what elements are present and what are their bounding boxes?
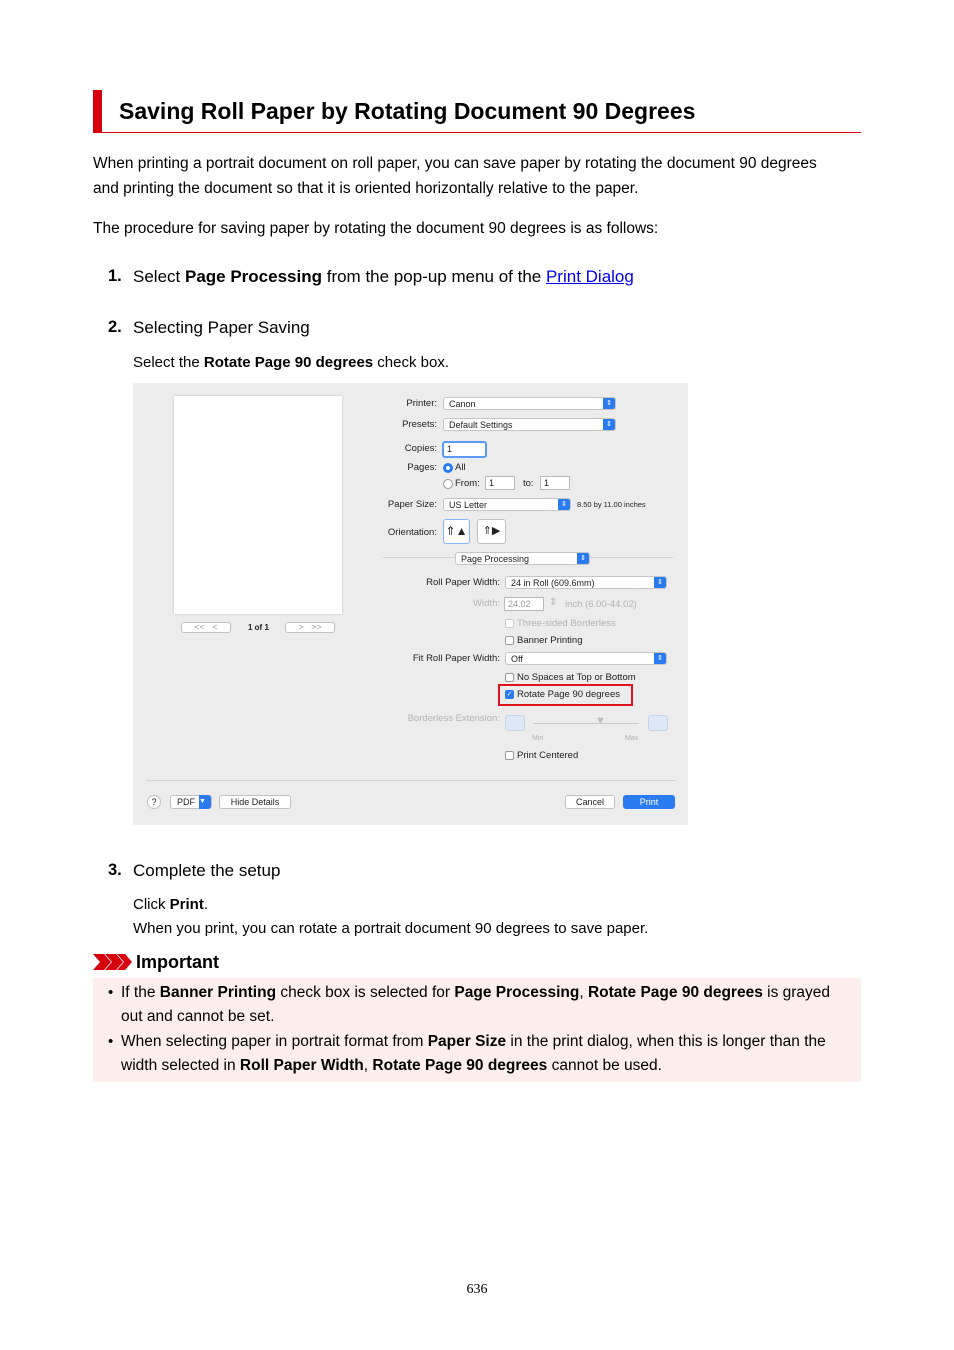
fit-roll-label: Fit Roll Paper Width: <box>412 653 500 664</box>
pages-all-radio[interactable] <box>443 463 453 473</box>
intro-line-1: When printing a portrait document on roll paper, you can save paper by rotating the document 90 degrees <box>93 155 817 172</box>
step-3-text: Complete the setup <box>133 861 281 880</box>
imp2-post1: in the print dialog, when this is longer than the <box>506 1033 826 1050</box>
paper-size-dims: 8.50 by 11.00 inches <box>577 500 646 509</box>
title-underline <box>93 132 861 133</box>
borderless-label: Borderless Extension: <box>407 713 500 724</box>
step-3-sub-bold: Print <box>169 896 204 913</box>
imp1-line2: out and cannot be set. <box>121 1008 275 1025</box>
panel-select[interactable] <box>455 552 590 565</box>
rotate-checkbox[interactable]: ✓ <box>506 691 513 698</box>
nav-last-icon: >> <box>311 622 322 632</box>
slider-max-label: Max <box>625 735 639 742</box>
nav-prev-icon: < <box>212 622 218 632</box>
imp1-pre: If the <box>121 984 160 1001</box>
page-counter: 1 of 1 <box>248 623 269 632</box>
step-3-number: 3. <box>108 861 122 879</box>
three-sided-label: Three-sided Borderless <box>517 618 616 629</box>
presets-label: Presets: <box>402 419 437 430</box>
imp1-post: is grayed <box>762 984 831 1001</box>
footer-divider <box>146 780 676 781</box>
orientation-label: Orientation: <box>387 527 437 538</box>
presets-value: Default Settings <box>449 420 513 430</box>
pages-all-label: All <box>455 462 466 473</box>
pages-label: Pages: <box>407 462 437 473</box>
width-label: Width: <box>473 598 500 609</box>
intro-line-2: and printing the document so that it is oriented horizontally relative to the paper. <box>93 180 639 197</box>
bullet-2: • <box>108 1033 114 1050</box>
step-1-bold: Page Processing <box>184 267 322 286</box>
step-3-result: When you print, you can rotate a portrait document 90 degrees to save paper. <box>133 920 649 937</box>
step-2-text: Selecting Paper Saving <box>133 318 310 337</box>
print-centered-checkbox[interactable] <box>505 751 514 760</box>
imp2-pre: When selecting paper in portrait format from <box>121 1033 428 1050</box>
chevron-updown-icon: ⇕ <box>654 576 666 589</box>
pdf-button[interactable] <box>170 795 212 809</box>
step-2-sub-pre: Select the <box>133 354 204 371</box>
chevron-updown-icon: ⇕ <box>558 498 570 511</box>
panel-value: Page Processing <box>461 554 530 564</box>
important-item-2 <box>121 1030 857 1078</box>
person-large-icon <box>648 715 668 731</box>
step-2-sub-post: check box. <box>373 354 450 371</box>
important-item-1 <box>121 981 857 1029</box>
roll-width-value: 24 in Roll (609.6mm) <box>511 578 595 588</box>
imp2-m2: , <box>363 1057 373 1074</box>
step-2-sub-bold: Rotate Page 90 degrees <box>203 354 374 371</box>
imp1-m1: check box is selected for <box>276 984 455 1001</box>
print-centered-label: Print Centered <box>517 750 579 761</box>
step-1-number: 1. <box>108 267 122 285</box>
imp2-b2: Roll Paper Width <box>239 1057 364 1074</box>
printer-select[interactable] <box>443 397 616 410</box>
copies-input[interactable]: 1 <box>442 441 487 458</box>
printer-value: Canon <box>449 399 476 409</box>
roll-width-label: Roll Paper Width: <box>426 577 500 588</box>
imp2-b1: Paper Size <box>427 1033 507 1050</box>
to-input[interactable]: 1 <box>540 476 570 490</box>
no-spaces-checkbox[interactable] <box>505 673 514 682</box>
step-2-instruction <box>133 354 449 371</box>
imp1-b3: Rotate Page 90 degrees <box>587 984 763 1001</box>
help-button[interactable]: ? <box>147 795 161 809</box>
roll-width-select[interactable] <box>505 576 667 589</box>
intro-paragraph <box>93 151 817 201</box>
imp2-post2: cannot be used. <box>547 1057 662 1074</box>
step-1-text <box>133 267 634 287</box>
chevron-updown-icon: ⇕ <box>603 397 615 410</box>
important-arrows-icon <box>93 954 133 970</box>
page-number: 636 <box>466 1282 488 1297</box>
print-dialog-link[interactable]: Print Dialog <box>545 267 634 286</box>
landscape-orientation-icon[interactable]: ⇑▶ <box>477 519 506 544</box>
pdf-label: PDF <box>177 797 195 807</box>
presets-select[interactable] <box>443 418 616 431</box>
step-3-instruction <box>133 896 208 913</box>
nav-first-icon: << <box>194 622 205 632</box>
step-2-number: 2. <box>108 318 122 336</box>
person-small-icon <box>505 715 525 731</box>
step-1-mid: from the pop-up menu of the <box>322 267 546 286</box>
print-button[interactable]: Print <box>623 795 675 809</box>
hide-details-button[interactable]: Hide Details <box>219 795 291 809</box>
step-1-pre: Select <box>133 267 185 286</box>
slider-thumb-icon[interactable]: ▼ <box>595 715 606 727</box>
imp1-b2: Page Processing <box>454 984 580 1001</box>
print-dialog-screenshot <box>133 383 688 825</box>
pages-from-radio[interactable] <box>443 479 453 489</box>
rotate-label: Rotate Page 90 degrees <box>517 689 620 700</box>
imp2-b3: Rotate Page 90 degrees <box>372 1057 548 1074</box>
chevron-down-icon: ▼ <box>199 795 211 809</box>
slider-min-label: Min <box>532 735 544 742</box>
pages-to-label: to: <box>523 478 534 489</box>
no-spaces-label: No Spaces at Top or Bottom <box>517 672 636 683</box>
bullet-1: • <box>108 984 114 1001</box>
width-range: inch (6.00-44.02) <box>565 599 637 610</box>
nav-next-icon: > <box>298 622 304 632</box>
fit-roll-select[interactable] <box>505 652 667 665</box>
step-3-sub-pre: Click <box>133 896 170 913</box>
imp1-m2: , <box>579 984 588 1001</box>
page-nav-first-prev[interactable] <box>181 622 231 633</box>
paper-size-value: US Letter <box>449 500 488 510</box>
paper-size-select[interactable] <box>443 498 571 511</box>
paper-size-label: Paper Size: <box>387 499 437 510</box>
chevron-updown-icon: ⇕ <box>603 418 615 431</box>
cancel-button[interactable]: Cancel <box>565 795 615 809</box>
banner-checkbox[interactable] <box>505 636 514 645</box>
procedure-intro: The procedure for saving paper by rotating the document 90 degrees is as follows: <box>93 220 659 237</box>
width-input[interactable]: 24.02 <box>504 597 544 611</box>
chevron-updown-icon: ⇕ <box>654 652 666 665</box>
from-input[interactable]: 1 <box>485 476 515 490</box>
pages-from-label: From: <box>455 478 480 489</box>
chevron-updown-icon: ⇕ <box>577 552 589 565</box>
width-stepper-icon[interactable]: ⇕ <box>549 597 558 608</box>
imp1-b1: Banner Printing <box>159 984 277 1001</box>
page-title: Saving Roll Paper by Rotating Document 90 Degrees <box>119 98 696 124</box>
copies-label: Copies: <box>404 443 437 454</box>
fit-roll-value: Off <box>511 654 523 664</box>
portrait-orientation-icon[interactable]: ⇑▲ <box>443 519 470 544</box>
printer-label: Printer: <box>406 398 437 409</box>
page-preview <box>174 396 342 614</box>
imp2-l2-pre: width selected in <box>121 1057 240 1074</box>
important-heading: Important <box>136 952 219 972</box>
title-accent-bar <box>93 90 102 133</box>
three-sided-checkbox[interactable] <box>505 619 514 628</box>
page-nav-next-last[interactable] <box>285 622 335 633</box>
step-3-sub-post: . <box>203 896 209 913</box>
banner-label: Banner Printing <box>517 635 583 646</box>
extension-slider-track[interactable] <box>533 723 639 724</box>
